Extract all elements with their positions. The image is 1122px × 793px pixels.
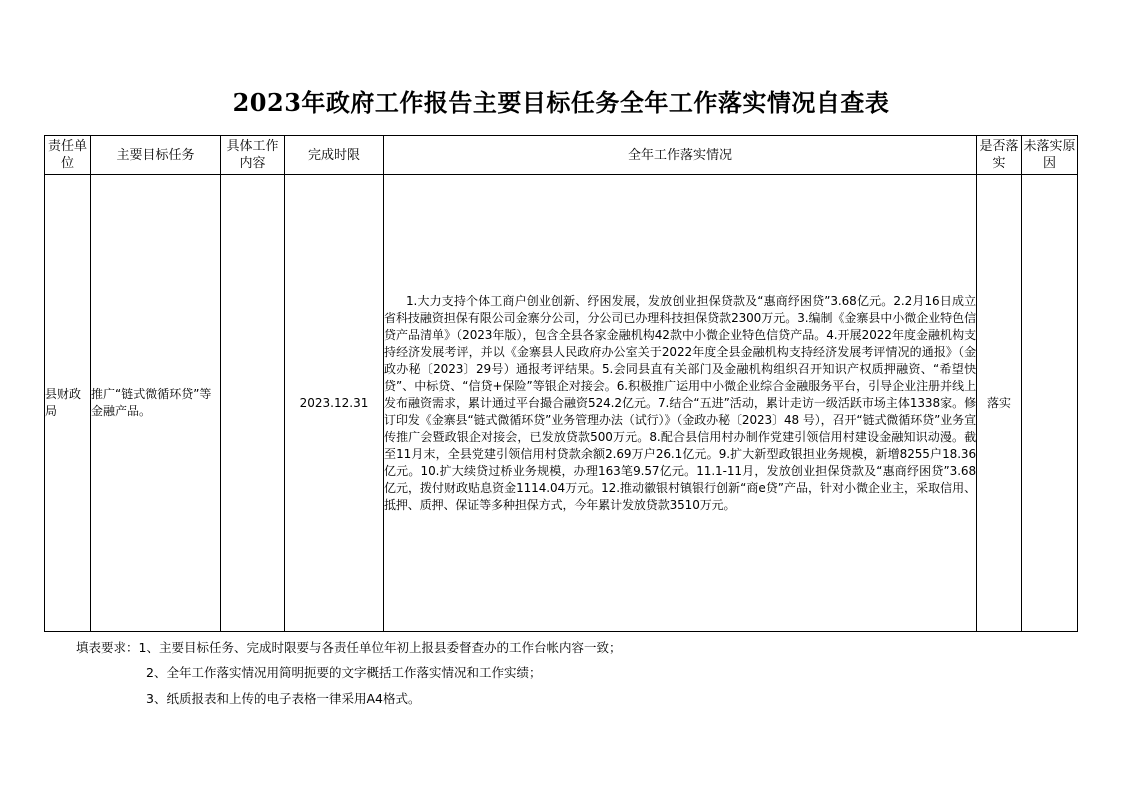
header-not-implemented-reason: 未落实原因 — [1022, 136, 1078, 175]
cell-not-implemented-reason — [1022, 175, 1078, 632]
table-row — [45, 175, 1078, 632]
header-deadline: 完成时限 — [285, 136, 384, 175]
page-title: 2023年政府工作报告主要目标任务全年工作落实情况自查表 — [232, 88, 890, 117]
filling-requirement-2: 2、全年工作落实情况用简明扼要的文字概括工作落实情况和工作实绩； — [146, 665, 542, 680]
cell-deadline: 2023.12.31 — [285, 175, 384, 632]
header-specific-content: 具体工作内容 — [221, 136, 285, 175]
header-main-task: 主要目标任务 — [91, 136, 221, 175]
filling-requirement-3: 3、纸质报表和上传的电子表格一律采用A4格式。 — [146, 691, 421, 706]
cell-is-implemented: 落实 — [977, 175, 1022, 632]
cell-responsible-unit: 县财政局 — [45, 175, 91, 632]
cell-main-task: 推广“链式微循环贷”等金融产品。 — [91, 175, 221, 632]
cell-specific-content — [221, 175, 285, 632]
table-header-row — [45, 136, 1078, 175]
header-implementation-details: 全年工作落实情况 — [384, 136, 977, 175]
filling-requirement-1: 填表要求：1、主要目标任务、完成时限要与各责任单位年初上报县委督查办的工作台帐内容一致； — [76, 640, 622, 655]
self-check-table — [44, 135, 1078, 632]
header-responsible-unit: 责任单位 — [45, 136, 91, 175]
cell-implementation-details: 1.大力支持个体工商户创业创新、纾困发展，发放创业担保贷款及“惠商纾困贷”3.68亿元。2.2月16日成立省科技融资担保有限公司金寨分公司，分公司已办理科技担保贷款2300万元。3.编制《金寨县中小微企业特色信贷产品清单》（2023年版），包含全县各家金融机构42款中小微企业特色信贷产品。4.开展2022年度金融机构支持经济发展考评，并以《金寨县人民政府办公室关于2022年度全县金融机构支持经济发展考评情况的通报》（金政办秘〔2023〕29号）通报考评结果。5.会同县直有关部门及金融机构组织召开知识产权质押融资、“希望快贷”、中标贷、“信贷+保险”等银企对接会。6.积极推广运用中小微企业综合金融服务平台，引导企业注册并线上发布融资需求，累计通过平台撮合融资524.2亿元。7.结合“五进”活动，累计走访一级活跃市场主体1338家。修订印发《金寨县“链式微循环贷”业务管理办法（试行）》（金政办秘〔2023〕48 号），召开“链式微循环贷”业务宣传推广会暨政银企对接会，已发放贷款500万元。8.配合县信用村办制作党建引领信用村建设金融知识动漫。截至11月末，全县党建引领信用村贷款余额2.69万户26.1亿元。9.扩大新型政银担业务规模，新增8255户18.36亿元。10.扩大续贷过桥业务规模，办理163笔9.57亿元。11.1-11月，发放创业担保贷款及“惠商纾困贷”3.68亿元，拨付财政贴息资金1114.04万元。12.推动徽银村镇银行创新“商e贷”产品，针对小微企业主，采取信用、抵押、质押、保证等多种担保方式，今年累计发放贷款3510万元。 — [384, 175, 977, 632]
header-is-implemented: 是否落实 — [977, 136, 1022, 175]
